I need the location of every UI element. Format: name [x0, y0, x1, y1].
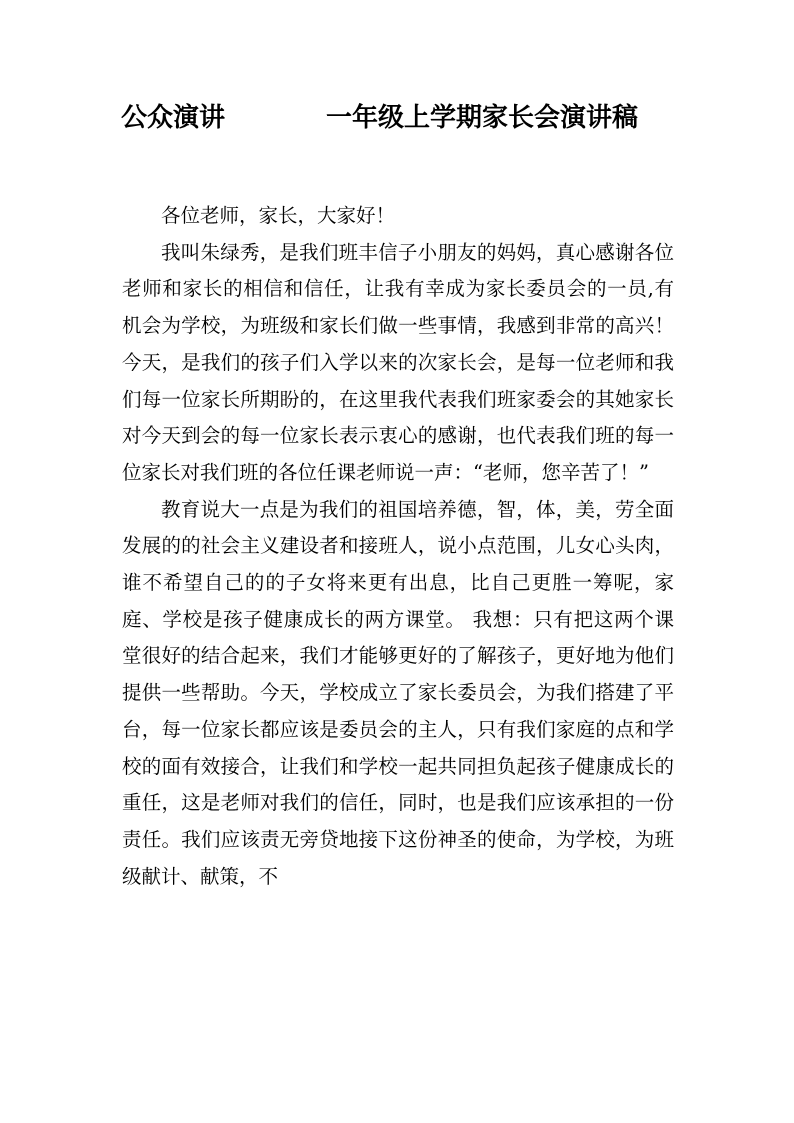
- document-title: 一年级上学期家长会演讲稿: [326, 103, 639, 133]
- greeting-paragraph: 各位老师，家长，大家好！: [161, 204, 396, 227]
- header-category: 公众演讲: [121, 103, 226, 133]
- education-paragraph: 教育说大一点是为我们的祖国培养德，智，体，美，劳全面发展的的社会主义建设者和接班人，说小点范围，儿女心头肉，谁不希望自己的的子女将来更有出息，比自己更胜一筹呢，家庭、学校是孩子健康成长的两方课堂。 我想：只有把这两个课堂很好的结合起来，我们才能够更好的了解孩子，更好地为他们提供一些帮助。今天，学校成立了家长委员会，为我们搭建了平台，每一位家长都应该是委员会的主人，只有我们家庭的点和学校的面有效接合，让我们和学校一起共同担负起孩子健康成长的重任，这是老师对我们的信任，同时，也是我们应该承担的一份责任。我们应该责无旁贷地接下这份神圣的使命，为学校，为班级献计、献策，不: [122, 497, 674, 888]
- page-header: [121, 98, 691, 138]
- introduction-paragraph: 我叫朱绿秀，是我们班丰信子小朋友的妈妈，真心感谢各位老师和家长的相信和信任，让我有幸成为家长委员会的一员,有机会为学校，为班级和家长们做一些事情，我感到非常的高兴！今天，是我们的孩子们入学以来的次家长会，是每一位老师和我们每一位家长所期盼的，在这里我代表我们班家委会的其她家长对今天到会的每一位家长表示衷心的感谢，也代表我们班的每一位家长对我们班的各位任课老师说一声：“老师，您辛苦了！”: [122, 240, 674, 484]
- speech-body: [122, 198, 674, 895]
